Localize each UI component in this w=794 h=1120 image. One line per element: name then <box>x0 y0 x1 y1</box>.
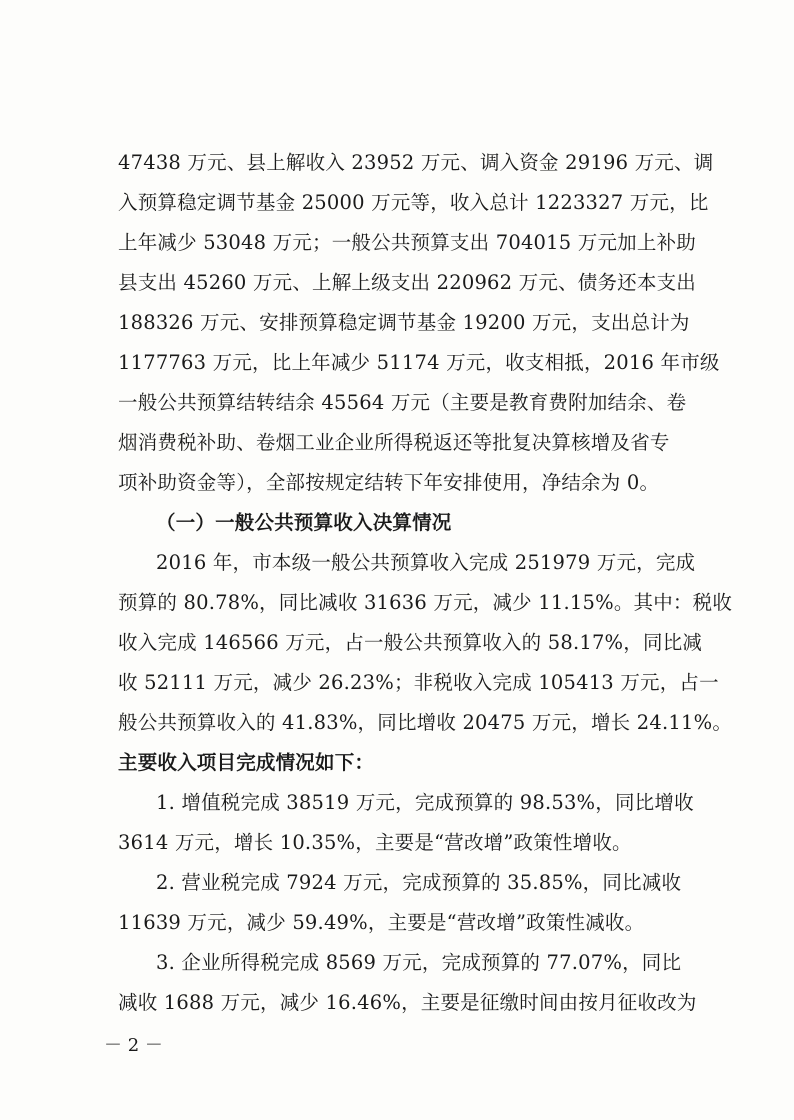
list-item-line: 1. 增值税完成 38519 万元，完成预算的 98.53%，同比增收 <box>156 791 694 814</box>
body-text-line: 项补助资金等），全部按规定结转下年安排使用，净结余为 0。 <box>118 471 660 494</box>
paragraph-line: 预算的 80.78%，同比减收 31636 万元，减少 11.15%。其中：税收 <box>118 591 733 614</box>
paragraph-line: 般公共预算收入的 41.83%，同比增收 20475 万元，增长 24.11%。 <box>118 711 733 734</box>
list-item-line: 11639 万元，减少 59.49%，主要是“营改增”政策性减收。 <box>118 911 645 934</box>
paragraph-line: 收入完成 146566 万元，占一般公共预算收入的 58.17%，同比减 <box>118 631 703 654</box>
body-text-line: 入预算稳定调节基金 25000 万元等，收入总计 1223327 万元，比 <box>118 191 709 214</box>
paragraph-line: 2016 年，市本级一般公共预算收入完成 251979 万元，完成 <box>156 551 696 574</box>
subheading: 主要收入项目完成情况如下： <box>118 751 375 774</box>
body-text-line: 上年减少 53048 万元；一般公共预算支出 704015 万元加上补助 <box>118 231 696 254</box>
page-number: － 2 － <box>104 1035 163 1056</box>
list-item-line: 3614 万元，增长 10.35%，主要是“营改增”政策性增收。 <box>118 831 632 854</box>
list-item-line: 3. 企业所得税完成 8569 万元，完成预算的 77.07%，同比 <box>156 951 682 974</box>
body-text-line: 47438 万元、县上解收入 23952 万元、调入资金 29196 万元、调 <box>118 151 714 174</box>
body-text-line: 1177763 万元，比上年减少 51174 万元，收支相抵，2016 年市级 <box>118 351 720 374</box>
list-item-line: 减收 1688 万元，减少 16.46%，主要是征缴时间由按月征收改为 <box>118 991 697 1014</box>
body-text-line: 烟消费税补助、卷烟工业企业所得税返还等批复决算核增及省专 <box>118 431 670 454</box>
body-text-line: 188326 万元、安排预算稳定调节基金 19200 万元，支出总计为 <box>118 311 690 334</box>
section-heading: （一）一般公共预算收入决算情况 <box>156 511 452 534</box>
body-text-line: 县支出 45260 万元、上解上级支出 220962 万元、债务还本支出 <box>118 271 696 294</box>
body-text-line: 一般公共预算结转结余 45564 万元（主要是教育费附加结余、卷 <box>118 391 687 414</box>
list-item-line: 2. 营业税完成 7924 万元，完成预算的 35.85%，同比减收 <box>156 871 682 894</box>
paragraph-line: 收 52111 万元，减少 26.23%；非税收入完成 105413 万元，占一 <box>118 671 719 694</box>
